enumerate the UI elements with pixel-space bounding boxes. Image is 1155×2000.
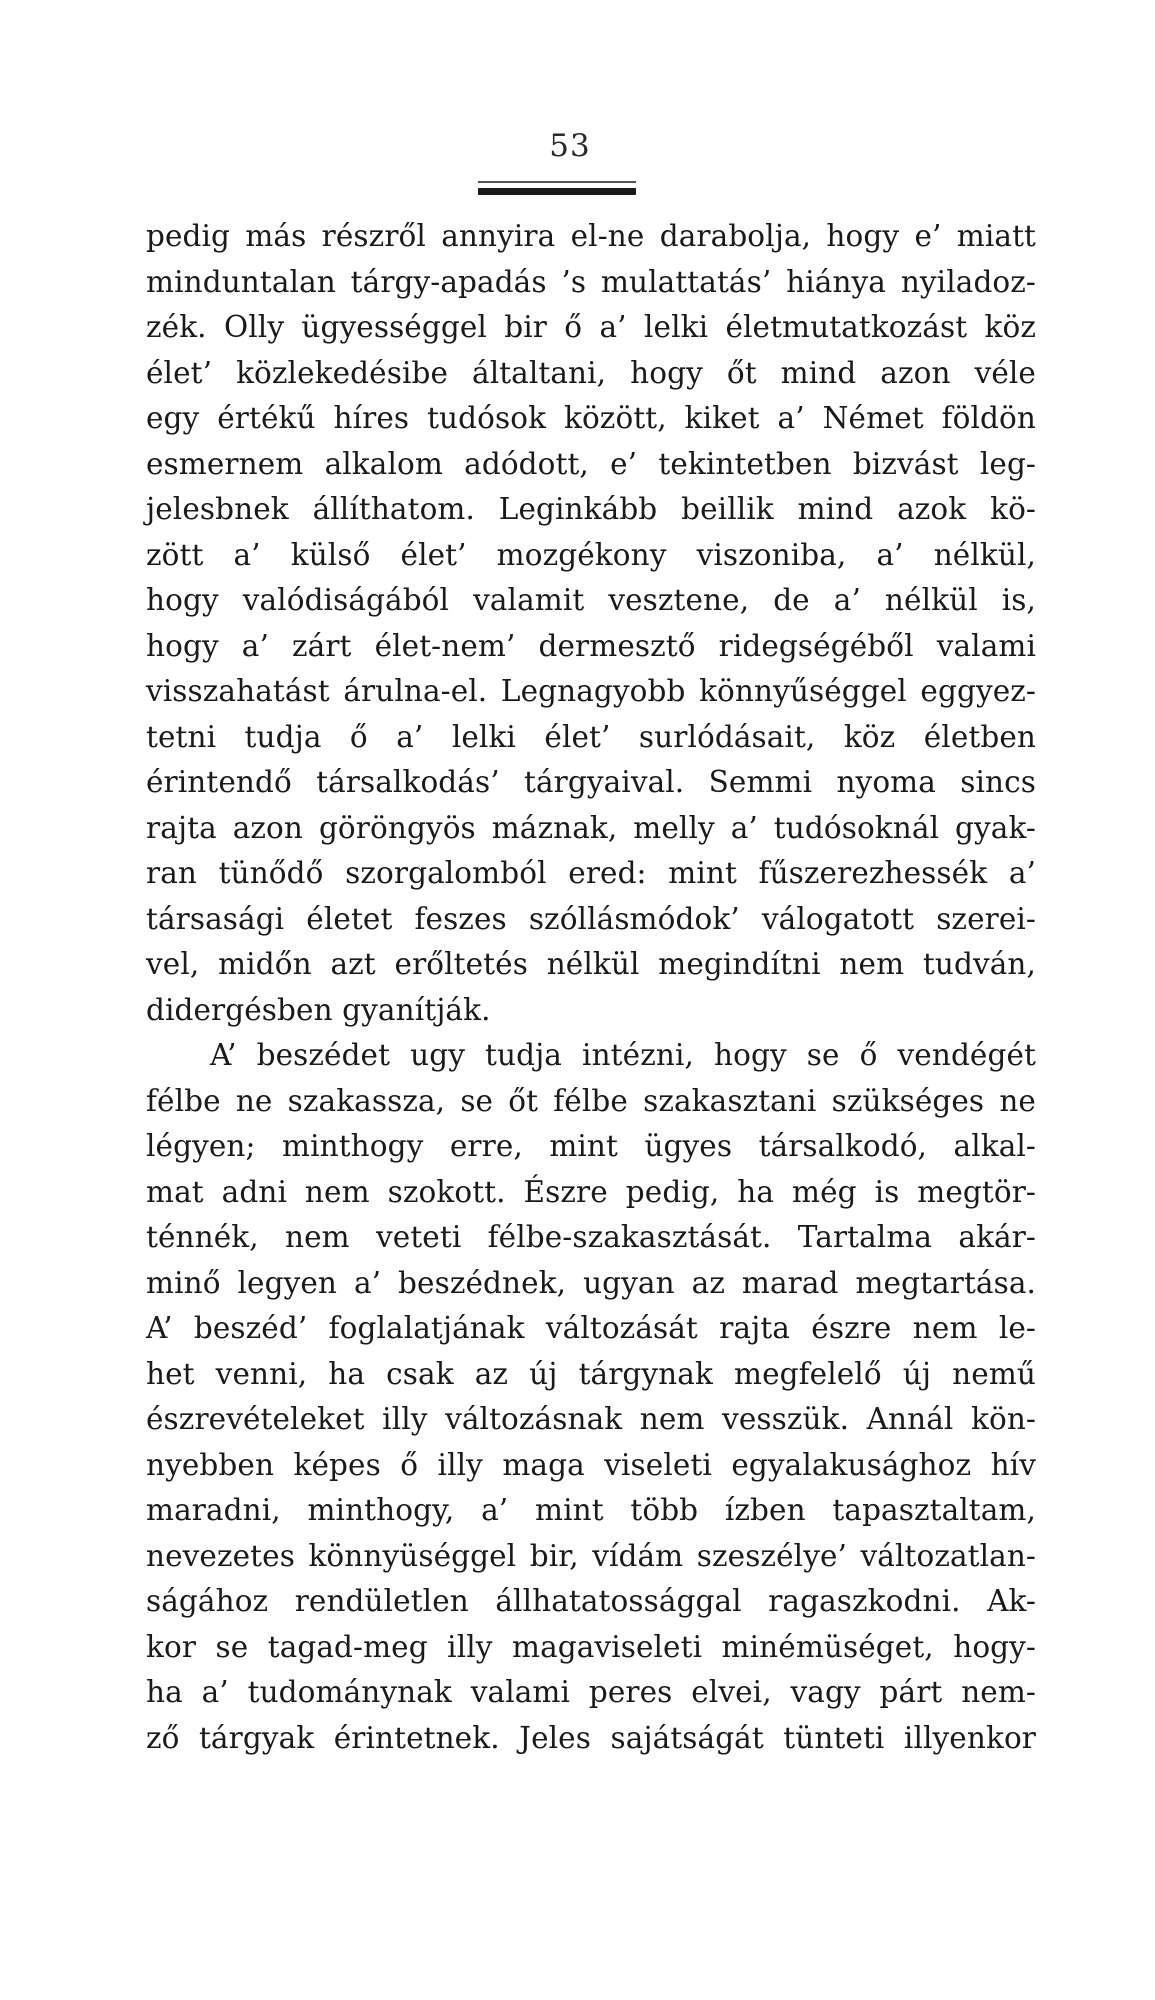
text-line: pedig más részről annyira el-ne darabolja, hogy e’ miatt: [146, 219, 1036, 253]
text-line: ző tárgyak érintetnek. Jeles sajátságát tünteti illyenkor: [146, 1720, 1036, 1755]
text-line: észrevételeket illy változásnak nem vesszük. Annál kön-: [146, 1402, 1036, 1436]
text-line: hogy a’ zárt élet-nem’ dermesztő ridegségéből valami: [146, 628, 1036, 663]
paragraph-1: [146, 214, 1036, 1033]
text-line: egy értékű híres tudósok között, kiket a’ Német földön: [146, 401, 1036, 435]
text-line: társasági életet feszes szóllásmódok’ válogatott szerei-: [146, 901, 1036, 936]
text-line: A’ beszéd’ foglalatjának változását rajta észre nem le-: [146, 1311, 1036, 1345]
text-line: ságához rendületlen állhatatossággal ragaszkodni. Ak-: [146, 1584, 1036, 1618]
text-line: légyen; minthogy erre, mint ügyes társalkodó, alkal-: [146, 1129, 1036, 1163]
text-line: ran tünődő szorgalomból ered: mint fűszerezhessék a’: [146, 856, 1036, 890]
text-line: félbe ne szakassza, se őt félbe szakasztani szükséges ne: [146, 1083, 1036, 1118]
text-line: didergésben gyanítják.: [146, 992, 491, 1027]
text-line: maradni, minthogy, a’ mint több ízben tapasztaltam,: [146, 1493, 1036, 1527]
text-line: minő legyen a’ beszédnek, ugyan az marad megtartása.: [146, 1265, 1036, 1300]
text-line: élet’ közlekedésibe általtani, hogy őt mind azon véle: [146, 355, 1036, 390]
text-line: jelesbnek állíthatom. Leginkább beillik mind azok kö-: [146, 492, 1036, 526]
text-line: esmernem alkalom adódott, e’ tekintetben bizvást leg-: [146, 446, 1036, 481]
text-line: visszahatást árulna-el. Legnagyobb könnyűséggel eggyez-: [146, 674, 1036, 708]
header-rule: [478, 188, 636, 195]
text-line: zék. Olly ügyességgel bir ő a’ lelki életmutatkozást köz: [146, 310, 1036, 344]
page-number: 53: [549, 128, 591, 164]
text-line: zött a’ külső élet’ mozgékony viszoniba, a’ nélkül,: [146, 537, 1036, 572]
text-line: het venni, ha csak az új tárgynak megfelelő új nemű: [146, 1356, 1036, 1391]
text-line: mat adni nem szokott. Észre pedig, ha még is megtör-: [146, 1174, 1036, 1209]
text-line: tetni tudja ő a’ lelki élet’ surlódásait, köz életben: [146, 719, 1036, 754]
text-line: rajta azon göröngyös máznak, melly a’ tudósoknál gyak-: [146, 810, 1036, 845]
text-line: nevezetes könnyüséggel bir, vídám szeszélye’ változatlan-: [146, 1538, 1036, 1573]
text-line: hogy valódiságából valamit vesztene, de a’ nélkül is,: [146, 583, 1036, 617]
paragraph-2: [146, 1033, 1036, 1761]
text-line: kor se tagad-meg illy magaviseleti minémüséget, hogy-: [146, 1629, 1036, 1664]
text-line: ha a’ tudománynak valami peres elvei, vagy párt nem-: [146, 1675, 1036, 1709]
text-line: érintendő társalkodás’ tárgyaival. Semmi nyoma sincs: [146, 765, 1036, 799]
text-line: vel, midőn azt erőltetés nélkül megindítni nem tudván,: [146, 947, 1036, 981]
text-line: A’ beszédet ugy tudja intézni, hogy se ő vendégét: [210, 1038, 1036, 1072]
text-line: minduntalan tárgy-apadás ’s mulattatás’ hiánya nyiladoz-: [146, 264, 1036, 299]
body-text: [146, 214, 1036, 1761]
text-line: nyebben képes ő illy maga viseleti egyalakusághoz hív: [146, 1447, 1036, 1482]
header-rule-thin: [478, 181, 636, 183]
text-line: ténnék, nem veteti félbe-szakasztását. Tartalma akár-: [146, 1220, 1036, 1254]
